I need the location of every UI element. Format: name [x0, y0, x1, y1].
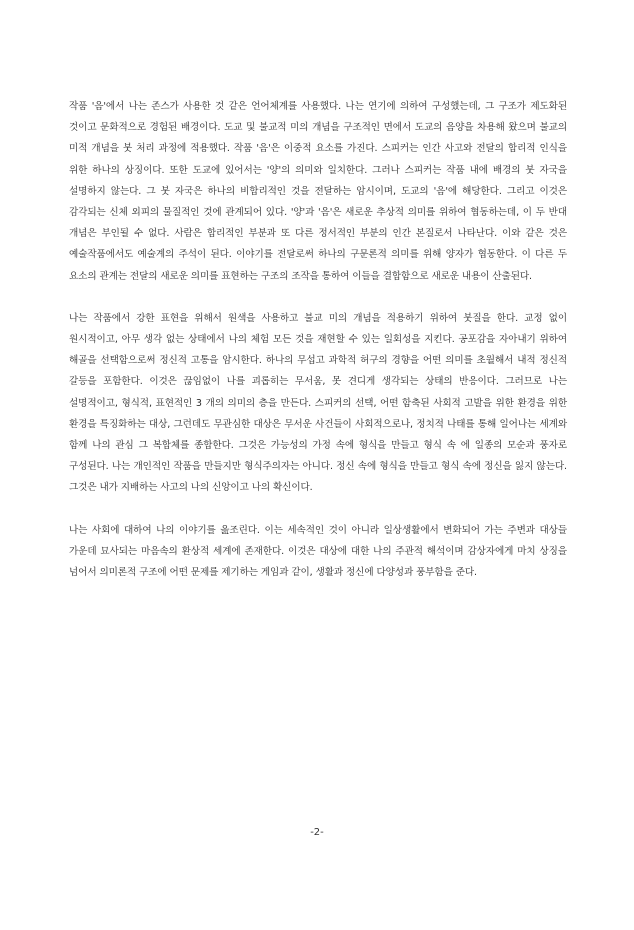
document-body — [69, 96, 567, 583]
paragraph-3: 나는 사회에 대하여 나의 이야기를 읊조린다. 이는 세속적인 것이 아니라 일상생활에서 변화되어 가는 주변과 대상들 가운데 묘사되는 마음속의 환상적 세계에 존재한다. 이것은 대상에 대한 나의 주관적 해석이며 감상자에게 마치 상징을 넘어서 의미론적 구조에 어떤 문제를 제기하는 게임과 같이, 생활과 정신에 다양성과 풍부함을 준다. — [69, 524, 567, 579]
paragraph-1: 작품 '음'에서 나는 존스가 사용한 것 같은 언어체계를 사용했다. 나는 연기에 의하여 구성했는데, 그 구조가 제도화된 것이고 문화적으로 경험된 배경이다. 도교 및 불교적 미의 개념을 구조적인 면에서 도교의 음양을 차용해 왔으며 불교의 미적 개념을 붓 처리 과정에 적용했다. 작품 '음'은 이중적 요소를 가진다. 스피커는 인간 사고와 전달의 합리적 인식을 위한 하나의 상징이다. 또한 도교에 있어서는 '양'의 의미와 일치한다. 그러나 스피커는 작품 내에 배경의 붓 자국을 설명하지 않는다. 그 붓 자국은 하나의 비합리적인 것을 전달하는 암시이며, 도교의 '음'에 해당한다. 그리고 이것은 감각되는 신체 외피의 물질적인 것에 관계되어 있다. '양'과 '음'은 새로운 추상적 의미를 위하여 협동하는데, 이 두 반대 개념은 부인될 수 없다. 사람은 합리적인 부분과 또 다른 정서적인 부분의 인간 본질로서 나타난다. 이와 같은 것은 예술작품에서도 예술계의 주석이 된다. 이야기를 전달로써 하나의 구문론적 의미를 위해 양자가 협동한다. 이 다른 두 요소의 관계는 전달의 새로운 의미를 표현하는 구조의 조작을 통하여 이들을 결합함으로 새로운 내용이 산출된다. — [69, 101, 567, 282]
page-number: -2- — [310, 827, 324, 838]
paragraph-2: 나는 작품에서 강한 표현을 위해서 원색을 사용하고 불교 미의 개념을 적용하기 위하여 붓질을 한다. 교정 없이 원시적이고, 아무 생각 없는 상태에서 나의 체험 모든 것을 재현할 수 있는 일회성을 지킨다. 공포감을 자아내기 위하여 해골을 선택함으로써 정신적 고통을 암시한다. 하나의 무섭고 과학적 허구의 경향을 어떤 의미를 초월해서 내적 정신적 갈등을 포함한다. 이것은 끊임없이 나를 괴롭히는 무서움, 못 견디게 생각되는 상태의 반응이다. 그러므로 나는 설명적이고, 형식적, 표현적인 3 개의 의미의 층을 만든다. 스피커의 선택, 어떤 함축된 사회적 고발을 위한 환경을 위한 환경을 특징화하는 대상, 그런데도 무관심한 대상은 무서운 사건들이 사회적으로나, 정치적 나태를 통해 일어나는 세계와 함께 나의 관심 그 복합체를 종합한다. 그것은 가능성의 가정 속에 형식을 만들고 형식 속 에 일종의 모순과 풍자로 구성된다. 나는 개인적인 작품을 만들지만 형식주의자는 아니다. 정신 속에 형식을 만들고 형식 속에 정신을 잃지 않는다. 그것은 내가 지배하는 사고의 나의 신앙이고 나의 확신이다. — [69, 312, 567, 494]
